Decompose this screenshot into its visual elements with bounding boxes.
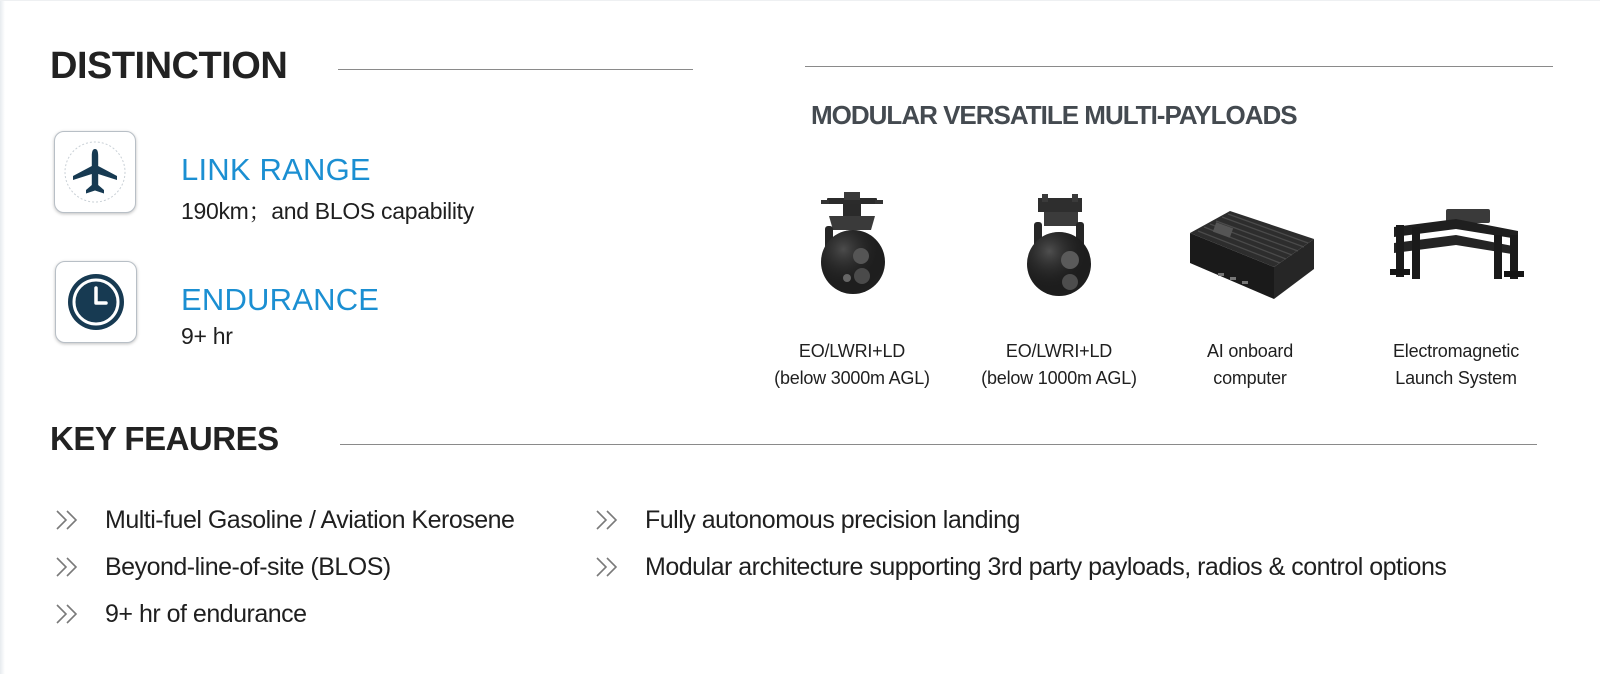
payload-caption-2 [959, 338, 1159, 392]
double-chevron-icon [55, 603, 81, 625]
double-chevron-icon [595, 509, 621, 531]
payload-3-line2: computer [1213, 368, 1287, 388]
payload-caption-4 [1356, 338, 1556, 392]
key-feature-text: 9+ hr of endurance [105, 599, 307, 628]
gimbal-camera-large-icon [807, 190, 897, 310]
payload-1-line1: EO/LWRI+LD [798, 341, 906, 361]
payload-1-line2: (below 3000m AGL) [774, 368, 930, 388]
payload-image-1 [757, 190, 947, 310]
top-border [0, 0, 1600, 1]
page-edge [0, 0, 5, 674]
key-feature-item [55, 598, 307, 630]
double-chevron-icon [55, 509, 81, 531]
endurance-title: ENDURANCE [181, 282, 380, 317]
key-feature-item [595, 504, 1020, 536]
distinction-title: DISTINCTION [50, 45, 288, 87]
key-feature-item [55, 551, 391, 583]
gimbal-camera-small-icon [1014, 192, 1104, 310]
payload-caption-1 [752, 338, 952, 392]
payload-3-line1: AI onboard [1206, 341, 1294, 361]
link-range-description: 190km；and BLOS capability [181, 198, 474, 224]
link-range-icon-box [54, 131, 136, 213]
payload-2-line2: (below 1000m AGL) [981, 368, 1137, 388]
payloads-heading: MODULAR VERSATILE MULTI-PAYLOADS [811, 100, 1297, 130]
key-feature-text: Multi-fuel Gasoline / Aviation Kerosene [105, 505, 515, 534]
onboard-computer-icon [1180, 205, 1320, 305]
payload-2-line1: EO/LWRI+LD [1005, 341, 1113, 361]
airplane-icon [61, 138, 129, 206]
key-features-divider [340, 444, 1537, 445]
launcher-icon [1386, 205, 1526, 285]
distinction-divider [338, 69, 693, 70]
key-feature-text: Fully autonomous precision landing [645, 505, 1020, 534]
double-chevron-icon [55, 556, 81, 578]
key-features-title: KEY FEAURES [50, 420, 279, 457]
link-range-title: LINK RANGE [181, 152, 371, 187]
payload-image-4 [1361, 205, 1551, 285]
key-feature-text: Beyond-line-of-site (BLOS) [105, 552, 391, 581]
payload-4-line1: Electromagnetic [1392, 341, 1520, 361]
payload-image-3 [1155, 205, 1345, 305]
key-feature-item [595, 551, 1446, 583]
endurance-description: 9+ hr [181, 323, 233, 349]
endurance-icon-box [55, 261, 137, 343]
key-feature-text: Modular architecture supporting 3rd party payloads, radios & control options [645, 552, 1447, 581]
payload-4-line2: Launch System [1395, 368, 1517, 388]
payload-caption-3 [1150, 338, 1350, 392]
key-feature-item [55, 504, 514, 536]
clock-icon [64, 270, 128, 334]
payloads-divider [805, 66, 1553, 67]
payload-image-2 [964, 192, 1154, 310]
double-chevron-icon [595, 556, 621, 578]
